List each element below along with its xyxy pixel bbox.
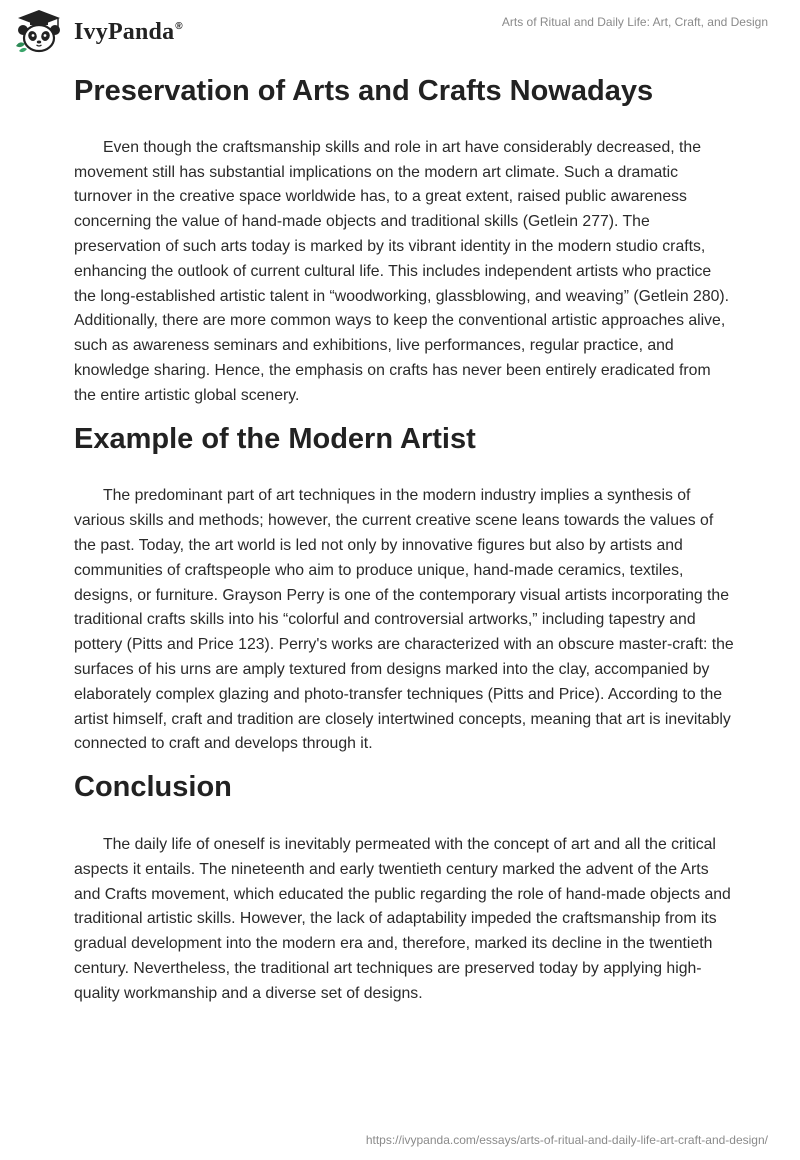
section-paragraph: The predominant part of art techniques in the modern industry implies a synthesis of various skills and methods; however, the current creative scene leans towards the values of the past. Today, the art world is led not only by innovative figures but also by artists and communities of craftspeople who aim to produce unique, hand-made ceramics, textiles, designs, or furniture. Grayson Perry is one of the contemporary visual artists incorporating the traditional crafts skills into his “colorful and controversial artworks,” including tapestry and pottery (Pitts and Price 123). Perry's works are characterized with an obscure master-craft: the surfaces of his urns are amply textured from designs marked into the clay, accompanied by elaborately complex glazing and photo-transfer techniques (Pitts and Price). According to the artist himself, craft and tradition are closely intertwined concepts, meaning that art is inevitably connected to craft and develops through it. — [74, 487, 734, 753]
source-url[interactable]: https://ivypanda.com/essays/arts-of-ritual-and-daily-life-art-craft-and-design/ — [365, 1133, 768, 1147]
running-title: Arts of Ritual and Daily Life: Art, Craft, and Design — [501, 15, 768, 29]
logo-text: IvyPanda® — [74, 18, 183, 45]
page-header — [0, 0, 800, 60]
section-heading: Preservation of Arts and Crafts Nowadays — [74, 75, 654, 107]
section-heading: Conclusion — [74, 771, 232, 804]
document-body — [74, 70, 734, 1007]
panda-graduate-icon — [14, 8, 64, 54]
section-paragraph: Even though the craftsmanship skills and role in art have considerably decreased, the movement still has substantial implications on the modern art climate. Such a dramatic turnover in the creative space worldwide has, to a great extent, raised public awareness concerning the value of hand-made objects and traditional skills (Getlein 277). The preservation of such arts today is marked by its vibrant identity in the modern studio crafts, enhancing the outlook of current cultural life. This includes independent artists who practice the long-established artistic talent in “woodworking, glassblowing, and weaving” (Getlein 280). Additionally, there are more common ways to keep the conventional artistic approaches alive, such as awareness seminars and exhibitions, live performances, regular practice, and knowledge sharing. Hence, the emphasis on crafts has never been entirely eradicated from the entire artistic global scenery. — [74, 138, 730, 404]
section-preservation — [74, 74, 734, 409]
section-heading: Example of the Modern Artist — [74, 422, 476, 455]
section-modern-artist — [74, 422, 734, 758]
section-conclusion — [74, 770, 734, 1006]
ivypanda-logo[interactable] — [14, 8, 183, 54]
section-paragraph: The daily life of oneself is inevitably permeated with the concept of art and all the critical aspects it entails. The nineteenth and early twentieth century marked the advent of the Arts and Crafts movement, which educated the public regarding the role of hand-made objects and traditional artistic skills. However, the lack of adaptability impeded the craftsmanship from its gradual development into the modern era and, therefore, marked its decline in the twentieth century. Nevertheless, the traditional art techniques are preserved today by applying high-quality workmanship and a diverse set of designs. — [74, 835, 731, 1002]
